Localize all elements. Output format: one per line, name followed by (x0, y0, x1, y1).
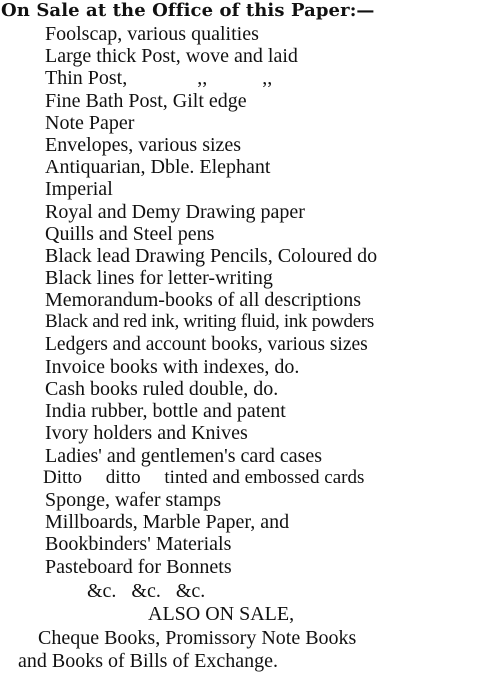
footer-line-2: and Books of Bills of Exchange. (18, 650, 278, 672)
list-item: Memorandum-books of all descriptions (45, 289, 362, 312)
list-item: Imperial (45, 178, 113, 201)
list-item: Large thick Post, wove and laid (45, 45, 298, 68)
footer-line-1: Cheque Books, Promissory Note Books (38, 627, 357, 649)
list-item: Ledgers and account books, various sizes (45, 333, 368, 355)
list-item: Black lines for letter-writing (45, 267, 273, 290)
list-item: Invoice books with indexes, do. (45, 355, 300, 378)
list-item: Black and red ink, writing fluid, ink powders (45, 311, 374, 333)
list-item: Antiquarian, Dble. Elephant (45, 156, 271, 179)
list-item: Envelopes, various sizes (45, 133, 242, 156)
list-item: Royal and Demy Drawing paper (45, 200, 305, 223)
item-list (45, 23, 495, 578)
list-item: Foolscap, various qualities (45, 23, 259, 45)
list-item: Sponge, wafer stamps (45, 488, 222, 511)
etcetera-line: &c. &c. &c. (87, 580, 206, 602)
list-item: Note Paper (45, 111, 135, 134)
list-item: Pasteboard for Bonnets (45, 555, 232, 578)
list-item: Ladies' and gentlemen's card cases (45, 444, 323, 467)
list-item: Millboards, Marble Paper, and (45, 511, 290, 534)
list-item: Ivory holders and Knives (45, 422, 248, 445)
list-item: Bookbinders' Materials (45, 533, 232, 556)
also-on-sale-heading: ALSO ON SALE, (148, 603, 295, 625)
list-item: Fine Bath Post, Gilt edge (45, 89, 247, 112)
list-item: India rubber, bottle and patent (45, 400, 286, 423)
advertisement-heading: On Sale at the Office of this Paper:— (1, 0, 375, 21)
list-item: Ditto ditto tinted and embossed cards (43, 466, 365, 488)
list-item: Black lead Drawing Pencils, Coloured do (45, 244, 378, 267)
list-item: Quills and Steel pens (45, 222, 215, 245)
list-item: Thin Post, ,, ,, (45, 67, 273, 90)
list-item: Cash books ruled double, do. (45, 378, 279, 400)
